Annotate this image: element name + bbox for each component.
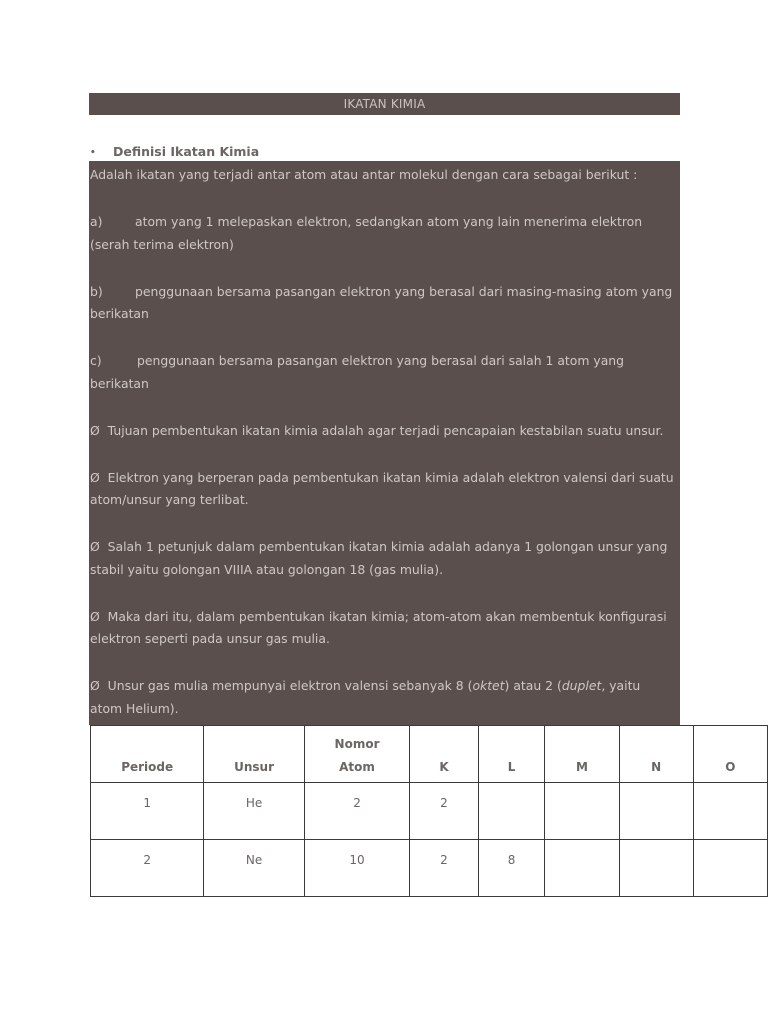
arrow-bullet-icon: Ø xyxy=(90,422,100,438)
header-nomor-atom xyxy=(304,726,409,783)
header-atom: Atom xyxy=(339,760,375,774)
intro-paragraph: Adalah ikatan yang terjadi antar atom atau antar molekul dengan cara sebagai berikut : xyxy=(90,167,638,182)
table-header-row xyxy=(91,726,768,783)
cell-periode: 2 xyxy=(91,840,204,897)
list-item-label: a) xyxy=(90,214,103,229)
electron-configuration-table xyxy=(90,725,768,897)
header-k: K xyxy=(410,726,479,783)
cell-m xyxy=(545,840,619,897)
arrow-bullet-icon: Ø xyxy=(90,678,100,693)
bullet-point-text: Salah 1 petunjuk dalam pembentukan ikatan kimia adalah adanya 1 golongan unsur yang stabil yaitu golongan VIIIA atau golongan 18 (gas mulia). xyxy=(90,539,668,577)
bullet-point-text-start: Unsur gas mulia mempunyai elektron valensi sebanyak 8 ( xyxy=(107,678,473,693)
header-periode: Periode xyxy=(91,726,204,783)
list-item-label: b) xyxy=(90,283,103,299)
cell-unsur: Ne xyxy=(204,840,304,897)
header-l: L xyxy=(478,726,545,783)
cell-k: 2 xyxy=(410,840,479,897)
bullet-point xyxy=(89,418,680,443)
bullet-point xyxy=(89,534,680,581)
bullet-point-text: Maka dari itu, dalam pembentukan ikatan kimia; atom-atom akan membentuk konfigurasi elektron seperti pada unsur gas mulia. xyxy=(90,608,667,646)
cell-nomor-atom: 10 xyxy=(304,840,409,897)
table-row xyxy=(91,783,768,840)
header-nomor: Nomor xyxy=(334,737,380,751)
list-item xyxy=(89,209,680,256)
cell-l: 8 xyxy=(478,840,545,897)
cell-o xyxy=(693,840,767,897)
arrow-bullet-icon: Ø xyxy=(90,469,100,485)
definition-content xyxy=(89,161,680,725)
header-n: N xyxy=(619,726,693,783)
arrow-bullet-icon: Ø xyxy=(90,608,100,624)
section-heading-text: Definisi Ikatan Kimia xyxy=(113,144,260,159)
header-o: O xyxy=(693,726,767,783)
bullet-point-text-middle: ) atau 2 ( xyxy=(504,678,562,693)
cell-n xyxy=(619,783,693,840)
list-item xyxy=(89,279,680,326)
list-item xyxy=(89,348,680,395)
arrow-bullet-icon: Ø xyxy=(90,539,100,554)
oktet-term: oktet xyxy=(472,678,505,693)
list-item-text: penggunaan bersama pasangan elektron yang berasal dari salah 1 atom yang berikatan xyxy=(90,353,625,391)
list-item-text: atom yang 1 melepaskan elektron, sedangkan atom yang lain menerima elektron (serah terima elektron) xyxy=(90,214,643,252)
cell-k: 2 xyxy=(410,783,479,840)
cell-nomor-atom: 2 xyxy=(304,783,409,840)
duplet-term: duplet xyxy=(561,678,602,693)
bullet-point xyxy=(89,604,680,651)
table-row xyxy=(91,840,768,897)
bullet-point xyxy=(89,465,680,512)
cell-periode: 1 xyxy=(91,783,204,840)
list-item-text: penggunaan bersama pasangan elektron yang berasal dari masing-masing atom yang berikatan xyxy=(90,283,673,321)
list-item-label: c) xyxy=(90,353,102,368)
bullet-point-text: Tujuan pembentukan ikatan kimia adalah agar terjadi pencapaian kestabilan suatu unsur. xyxy=(107,422,664,438)
bullet-point xyxy=(89,673,680,720)
section-bullet: • xyxy=(90,148,96,158)
section-heading xyxy=(90,143,259,161)
cell-unsur: He xyxy=(204,783,304,840)
cell-o xyxy=(693,783,767,840)
bullet-point-text-end: , yaitu atom Helium). xyxy=(90,678,641,716)
header-m: M xyxy=(545,726,619,783)
cell-m xyxy=(545,783,619,840)
cell-n xyxy=(619,840,693,897)
header-unsur: Unsur xyxy=(204,726,304,783)
document-title: IKATAN KIMIA xyxy=(89,93,680,115)
cell-l xyxy=(478,783,545,840)
bullet-point-text: Elektron yang berperan pada pembentukan ikatan kimia adalah elektron valensi dari suatu atom/unsur yang terlibat. xyxy=(90,469,674,507)
